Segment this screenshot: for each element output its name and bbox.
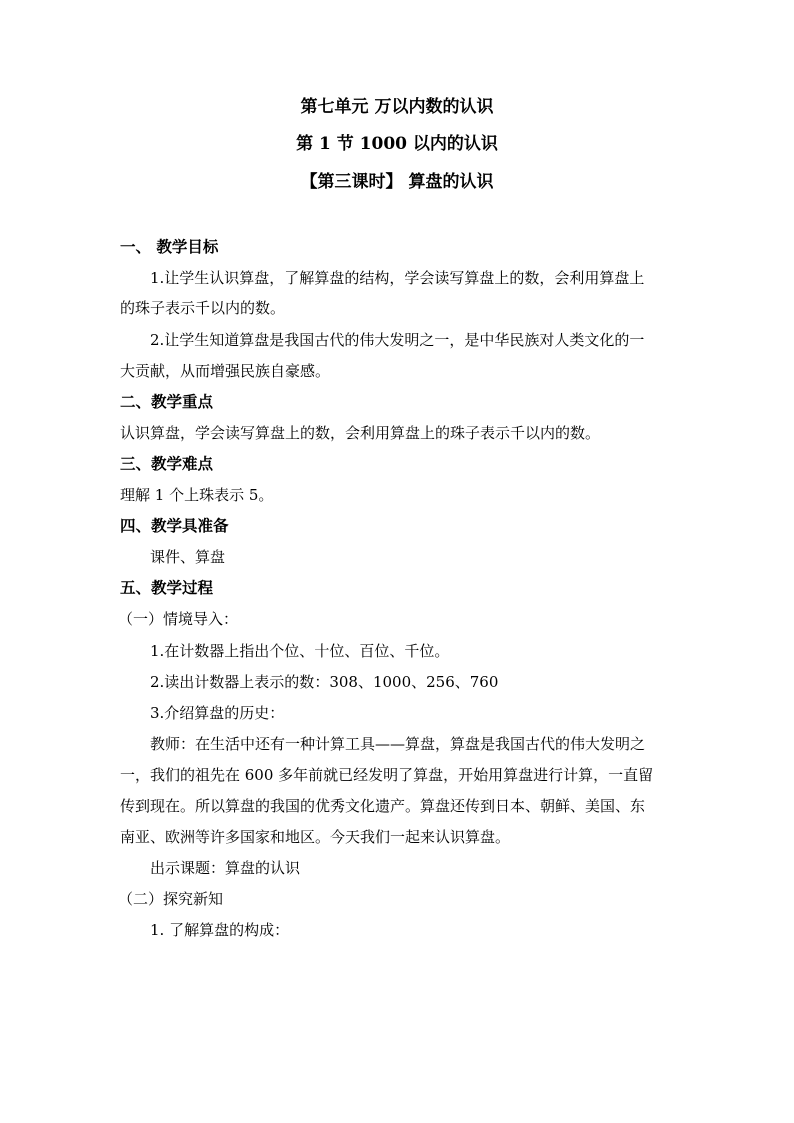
unit-title: 第七单元 万以内数的认识 (300, 97, 494, 117)
heading-process: 五、教学过程 (120, 578, 214, 597)
explore-item-1: 1. 了解算盘的构成： (150, 921, 290, 939)
heading-materials: 四、教学具准备 (120, 516, 229, 535)
teacher-paragraph-line-3: 传到现在。所以算盘的我国的优秀文化遗产。算盘还传到日本、朝鲜、美国、东 (120, 797, 646, 815)
section-title: 第 1 节 1000 以内的认识 (296, 134, 498, 154)
materials-text: 课件、算盘 (150, 548, 226, 566)
heading-difficulties: 三、教学难点 (120, 454, 214, 473)
difficulties-text: 理解 1 个上珠表示 5。 (120, 486, 274, 504)
teacher-paragraph-line-4: 南亚、欧洲等许多国家和地区。今天我们一起来认识算盘。 (120, 828, 511, 846)
heading-key-points: 二、教学重点 (120, 392, 214, 411)
objective-1-line-1: 1.让学生认识算盘，了解算盘的结构，学会读写算盘上的数，会利用算盘上 (150, 269, 645, 287)
teacher-paragraph-line-2: 一，我们的祖先在 600 多年前就已经发明了算盘，开始用算盘进行计算，一直留 (120, 766, 654, 784)
teacher-paragraph-line-1: 教师：在生活中还有一种计算工具——算盘，算盘是我国古代的伟大发明之 (150, 735, 646, 753)
lesson-title: 【第三课时】 算盘的认识 (300, 172, 494, 192)
objective-1-line-2: 的珠子表示千以内的数。 (120, 299, 286, 317)
key-points-text: 认识算盘，学会读写算盘上的数，会利用算盘上的珠子表示千以内的数。 (120, 424, 601, 442)
intro-item-3: 3.介绍算盘的历史： (150, 704, 285, 722)
heading-objectives: 一、 教学目标 (120, 237, 219, 256)
intro-item-1: 1.在计数器上指出个位、十位、百位、千位。 (150, 642, 450, 660)
show-topic: 出示课题：算盘的认识 (150, 859, 301, 877)
objective-2-line-1: 2.让学生知道算盘是我国古代的伟大发明之一，是中华民族对人类文化的一 (150, 331, 645, 349)
objective-2-line-2: 大贡献，从而增强民族自豪感。 (120, 362, 331, 380)
subsection-intro: （一）情境导入： (118, 610, 239, 628)
intro-item-2: 2.读出计数器上表示的数：308、1000、256、760 (150, 673, 499, 691)
subsection-explore: （二）探究新知 (118, 890, 224, 908)
